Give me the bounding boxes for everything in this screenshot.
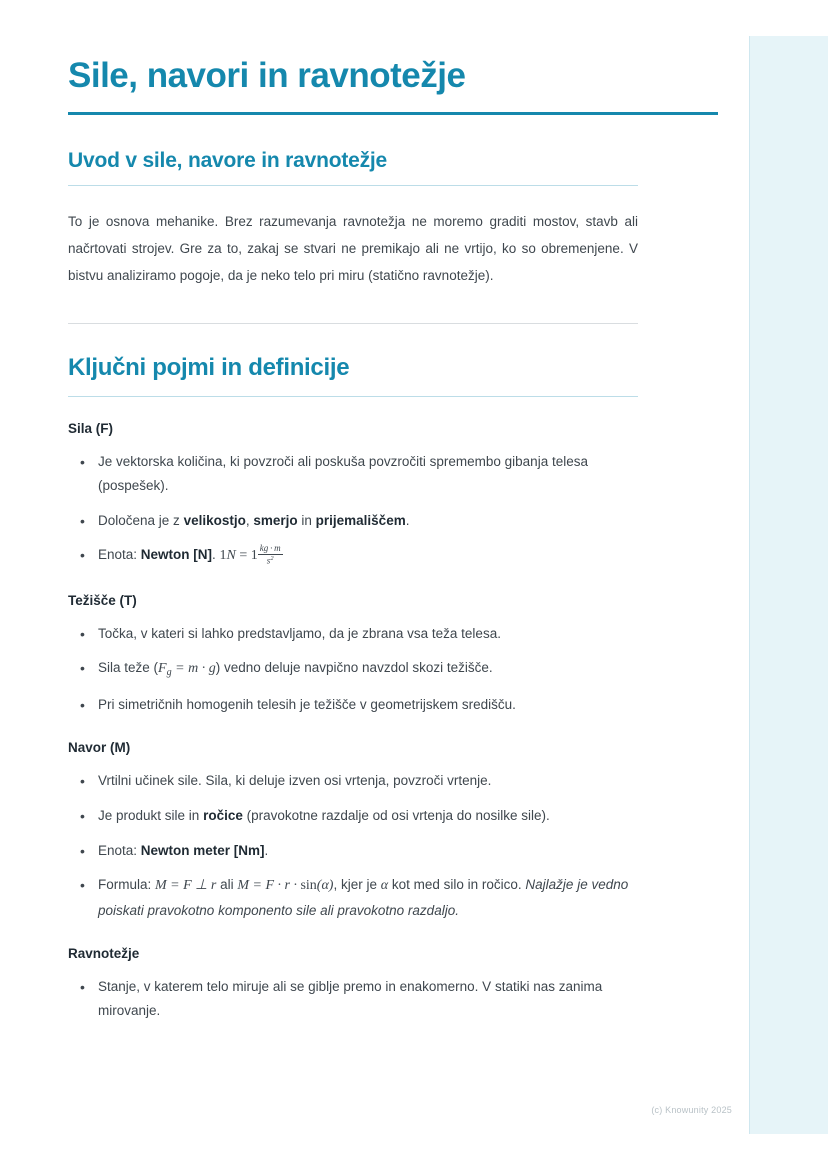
page-title: Sile, navori in ravnotežje (68, 56, 466, 95)
list-tezisce (68, 622, 638, 717)
navor-note: Najlažje je vedno poiskati pravokotno komponento sile ali pravokotno razdaljo. (98, 877, 629, 918)
list-ravnotezje (68, 975, 638, 1022)
term-newton: Newton [N] (140, 547, 213, 563)
intro-section-divider (68, 185, 638, 186)
list-item: • Je vektorska količina, ki povzroči ali poskuša povzročiti spremembo gibanja telesa (pospešek). (68, 450, 638, 497)
key-terms-heading: Ključni pojmi in definicije (68, 354, 350, 382)
term-rocica: ročice (203, 808, 243, 823)
subheading-ravnotezje: Ravnotežje (68, 946, 140, 962)
subheading-sila: Sila (F) (68, 421, 114, 437)
formula-newton: 1N = 1 $\frac{kg \cdot m}{s^2}$ (219, 543, 281, 566)
list-item: • Je produkt sile in ročice (pravokotne razdalje od osi vrtenja do nosilke sile). (68, 804, 638, 828)
list-item: • Enota: Newton meter [Nm]. (68, 839, 638, 863)
list-item: • Stanje, v katerem telo miruje ali se giblje premo in enakomerno. V statiki nas zanima mirovanje. (68, 975, 638, 1022)
term-smer: smerjo (253, 512, 298, 528)
list-item: • Enota: Newton [N]. 1N = 1 $\frac{kg \cdot m}{s^2}$ (68, 543, 638, 569)
list-item: • Pri simetričnih homogenih telesih je težišče v geometrijskem središču. (68, 693, 638, 717)
list-item: • Sila teže $(F_g = m \cdot g)$ vedno deluje navpično navzdol skozi težišče. (68, 656, 638, 682)
document-content (68, 56, 638, 1047)
term-prijemalisce: prijemališčem (315, 512, 406, 528)
intro-section-heading: Uvod v sile, navore in ravnotežje (68, 149, 388, 173)
intro-paragraph: To je osnova mehanike. Brez razumevanja ravnotežja ne moremo graditi mostov, stavb ali načrtovati strojev. Gre za to, zakaj se stvari ne premikajo ali ne vrtijo, ko so obremenjene. V bistvu analiziramo pogoje, da je neko telo pri miru (statično ravnotežje). (68, 214, 638, 284)
formula-navor-1: M = F ⊥ r (155, 878, 217, 894)
term-velikost: velikostjo (183, 512, 246, 528)
formula-navor-2: M = F · r · sin(α) (237, 878, 334, 894)
list-item: • Vrtilni učinek sile. Sila, ki deluje izven osi vrtenja, povzroči vrtenje. (68, 769, 638, 793)
section-separator (68, 323, 638, 324)
list-item: • Točka, v kateri si lahko predstavljamo, da je zbrana vsa teža telesa. (68, 622, 638, 646)
subheading-navor: Navor (M) (68, 740, 131, 756)
title-divider (68, 112, 718, 115)
page-side-rail (749, 36, 828, 1134)
list-navor (68, 769, 638, 922)
formula-sila-teze: $F_g = m \cdot g$ (158, 661, 216, 679)
list-item: • Formula: M = F ⊥ r ali M = F · r · sin(α), kjer je α kot med silo in ročico. Najlažje je vedno poiskati pravokotno komponento sile ali pravokotno razdaljo. (68, 873, 638, 922)
subheading-tezisce: Težišče (T) (68, 592, 137, 608)
term-newton-meter: Newton meter [Nm] (140, 842, 265, 858)
list-item: • Določena je z velikostjo, smerjo in prijemališčem. (68, 509, 638, 533)
footer-copyright: (c) Knowunity 2025 (651, 1105, 732, 1115)
list-sila (68, 450, 638, 568)
key-terms-divider (68, 396, 638, 397)
